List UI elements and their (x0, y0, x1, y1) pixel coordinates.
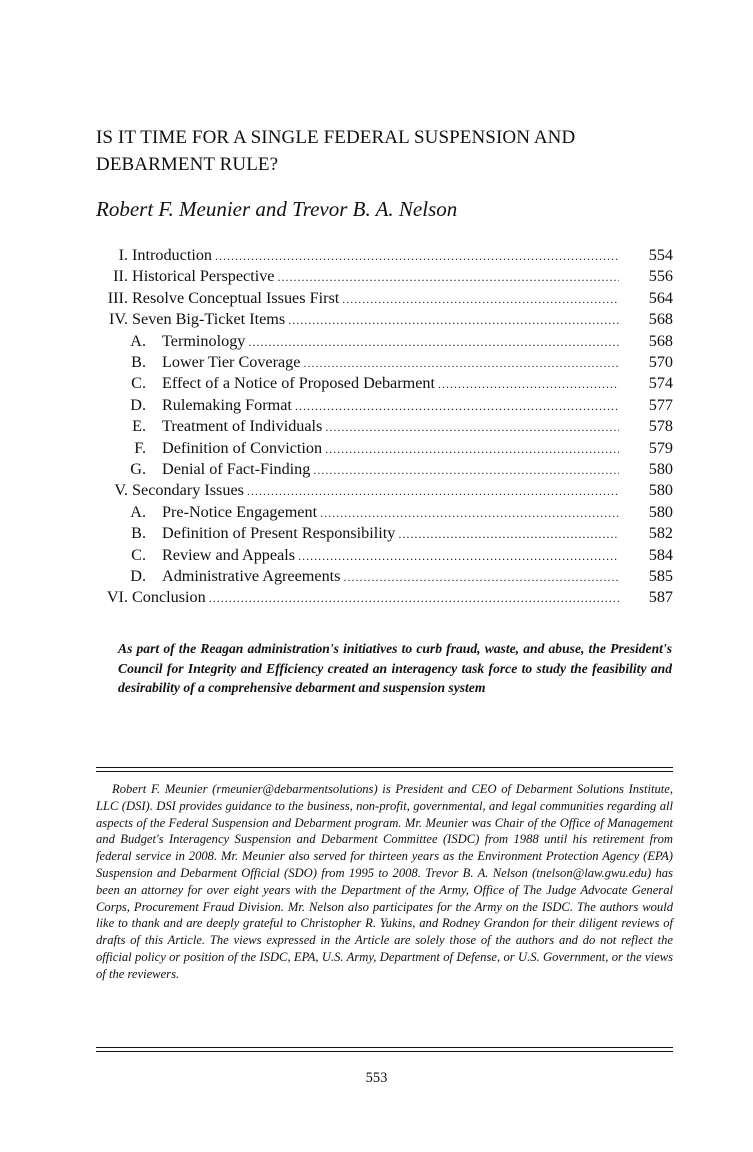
toc-entry-page: 554 (648, 246, 673, 264)
toc-entry-label: Secondary Issues (132, 481, 244, 500)
toc-entry-page: 574 (648, 374, 673, 393)
toc-entry-page: 568 (648, 310, 673, 329)
toc-entry-label: Conclusion (132, 588, 206, 607)
toc-entry-label: Effect of a Notice of Proposed Debarment (162, 374, 435, 393)
toc-entry-number: A. (130, 331, 146, 350)
footnote-divider-top (96, 767, 673, 768)
toc-entry (96, 396, 673, 417)
toc-entry-number: F. (134, 438, 146, 457)
toc-entry-number: II. (113, 267, 128, 286)
toc-entry-number: III. (107, 288, 128, 307)
toc-entry-label: Review and Appeals (162, 545, 296, 564)
toc-entry (96, 460, 673, 481)
toc-entry (96, 332, 673, 353)
toc-entry-label: Pre-Notice Engagement (162, 502, 318, 521)
toc-leader-dots (247, 484, 619, 499)
toc-entry-page: 579 (648, 438, 673, 457)
toc-entry-page: 580 (648, 502, 673, 521)
toc-entry-page: 564 (648, 288, 673, 307)
toc-entry (96, 289, 673, 310)
footnote-divider-top-second (96, 771, 673, 772)
toc-leader-dots (303, 356, 619, 371)
toc-entry (96, 546, 673, 567)
toc-leader-dots (298, 549, 619, 564)
toc-entry (96, 310, 673, 331)
toc-entry-label: Definition of Present Responsibility (162, 524, 396, 543)
toc-entry-label: Historical Perspective (132, 267, 275, 286)
toc-leader-dots (320, 506, 619, 521)
toc-entry-page: 585 (648, 567, 673, 585)
toc-leader-dots (209, 591, 619, 606)
toc-entry (96, 417, 673, 438)
toc-leader-dots (215, 249, 619, 264)
toc-entry (96, 246, 673, 267)
toc-entry-page: 582 (648, 524, 673, 543)
toc-leader-dots (325, 442, 619, 457)
toc-entry (96, 267, 673, 288)
footnote-divider-bottom (96, 1047, 673, 1048)
toc-entry-number: IV. (108, 310, 128, 329)
toc-entry-number: C. (131, 374, 146, 393)
toc-leader-dots (398, 527, 619, 542)
toc-entry-number: C. (131, 545, 146, 564)
toc-entry-number: A. (130, 502, 146, 521)
toc-entry-number: D. (130, 567, 146, 585)
toc-entry-page: 578 (648, 417, 673, 436)
article-title: IS IT TIME FOR A SINGLE FEDERAL SUSPENSION AND DEBARMENT RULE? (96, 127, 576, 175)
toc-entry-label: Resolve Conceptual Issues First (132, 288, 340, 307)
toc-leader-dots (288, 313, 619, 328)
toc-entry-number: VI. (106, 588, 128, 607)
toc-entry-number: I. (118, 246, 128, 264)
toc-leader-dots (438, 377, 619, 392)
author-footnote: Robert F. Meunier (rmeunier@debarmentsolutions) is President and CEO of Debarment Solutions Institute, LLC (DSI). DSI provides guidance to the business, non-profit, governmental, and legal communities regarding all aspects of the Federal Suspension and Debarment program. Mr. Meunier was Chair of the Office of Management and Budget's Interagency Suspension and Debarment Committee (ISDC) from 1988 until his retirement from federal service in 2008. Mr. Meunier also served for thirteen years as the Environment Protection Agency (EPA) Suspension and Debarment Official (SDO) from 1995 to 2008. Trevor B. A. Nelson (tnelson@law.gwu.edu) has been an attorney for over eight years with the Department of the Army, Office of The Judge Advocate General Corps, Procurement Fraud Division. Mr. Nelson also participates for the Army on the ISDC. The authors would like to thank and are deeply grateful to Christopher R. Yukins, and Rodney Grandon for their diligent reviews of drafts of this Article. The views expressed in the Article are solely those of the authors and do not reflect the official policy or position of the ISDC, EPA, U.S. Army, Department of Defense, or U.S. Government, or the views of the reviewers. (96, 782, 673, 981)
toc-entry-page: 584 (648, 545, 673, 564)
toc-leader-dots (342, 292, 619, 307)
toc-entry-number: B. (131, 353, 146, 371)
toc-leader-dots (313, 463, 619, 478)
toc-entry-label: Treatment of Individuals (162, 417, 323, 436)
toc-entry-page: 556 (648, 267, 673, 286)
toc-entry-label: Definition of Conviction (162, 438, 323, 457)
toc-entry-number: D. (130, 395, 146, 414)
toc-entry-number: E. (132, 417, 146, 436)
toc-entry-label: Introduction (132, 246, 213, 264)
toc-entry (96, 567, 673, 588)
toc-entry-number: G. (130, 460, 146, 478)
toc-entry-number: V. (114, 481, 128, 500)
toc-entry-label: Seven Big-Ticket Items (132, 310, 286, 329)
toc-entry (96, 524, 673, 545)
toc-entry-label: Rulemaking Format (162, 395, 292, 414)
toc-entry-label: Administrative Agreements (162, 567, 341, 585)
toc-leader-dots (343, 570, 619, 585)
toc-entry (96, 353, 673, 374)
toc-entry (96, 503, 673, 524)
toc-entry-page: 568 (648, 331, 673, 350)
toc-entry (96, 481, 673, 502)
toc-entry (96, 374, 673, 395)
toc-entry-page: 587 (648, 588, 673, 607)
toc-entry-page: 570 (648, 353, 673, 371)
toc-leader-dots (248, 335, 619, 350)
toc-entry-label: Denial of Fact-Finding (162, 460, 311, 478)
toc-entry (96, 588, 673, 609)
toc-leader-dots (295, 399, 619, 414)
toc-leader-dots (278, 270, 620, 285)
toc-leader-dots (325, 420, 619, 435)
article-authors: Robert F. Meunier and Trevor B. A. Nelson (96, 197, 458, 221)
toc-entry (96, 439, 673, 460)
toc-entry-label: Lower Tier Coverage (162, 353, 301, 371)
toc-entry-label: Terminology (162, 331, 246, 350)
abstract-paragraph: As part of the Reagan administration's initiatives to curb fraud, waste, and abuse, the President's Council for Integrity and Efficiency created an interagency task force to study the feasibility and desirability of a comprehensive debarment and suspension system (118, 641, 672, 695)
toc-entry-number: B. (131, 524, 146, 543)
footnote-divider-bottom-second (96, 1051, 673, 1052)
toc-entry-page: 580 (648, 460, 673, 478)
toc-entry-page: 577 (648, 395, 673, 414)
toc-entry-page: 580 (648, 481, 673, 500)
page-number: 553 (365, 1070, 388, 1086)
